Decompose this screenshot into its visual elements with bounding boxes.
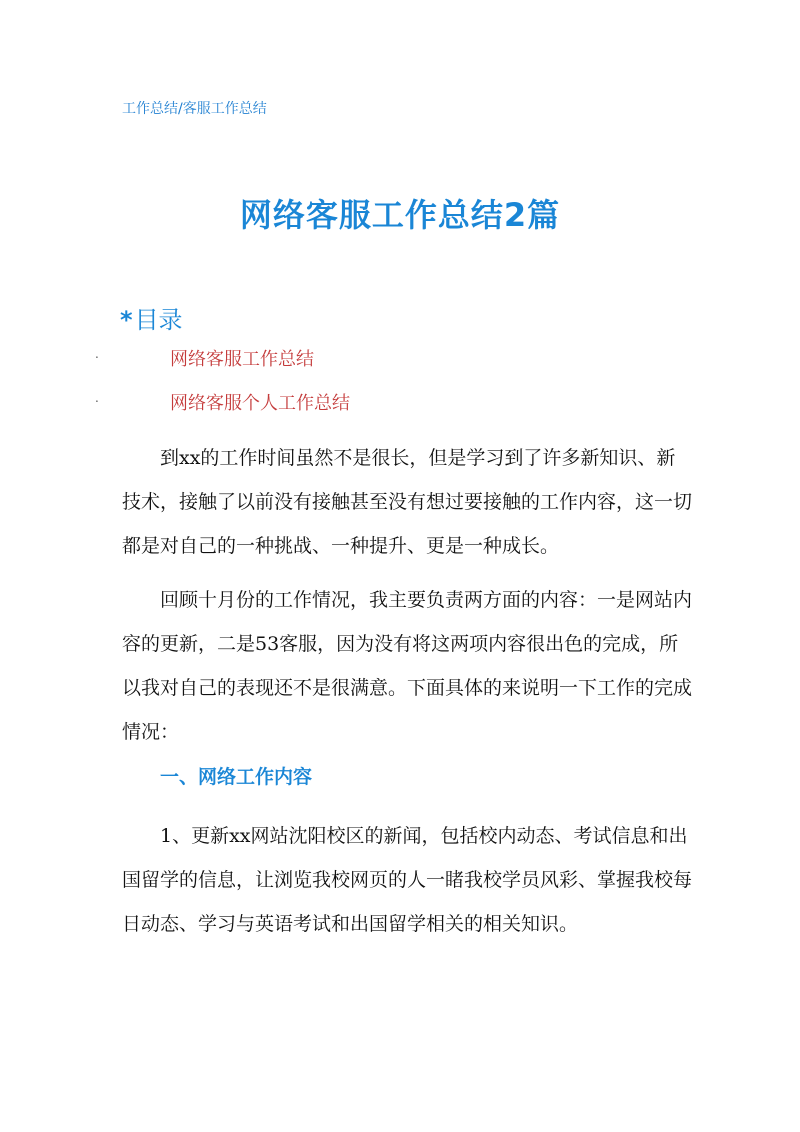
toc-heading (120, 300, 183, 335)
toc-heading-label: 目录 (134, 306, 183, 334)
paragraph-text: 1、更新xx网站沈阳校区的新闻，包括校内动态、考试信息和出国留学的信息，让浏览我校网页的人一睹我校学员风彩、掌握我校每日动态、学习与英语考试和出国留学相关的相关知识。 (122, 825, 693, 935)
section-heading: 一、网络工作内容 (160, 766, 313, 788)
breadcrumb[interactable]: 工作总结/客服工作总结 (122, 101, 267, 117)
paragraph-text: 到xx的工作时间虽然不是很长，但是学习到了许多新知识、新技术，接触了以前没有接触甚至没有想过要接触的工作内容，这一切都是对自己的一种挑战、一种提升、更是一种成长。 (122, 447, 693, 557)
paragraph-1 (122, 436, 692, 568)
toc-item-bullet: . (95, 347, 99, 361)
section-1-item-1 (122, 814, 692, 946)
page-title: 网络客服工作总结2篇 (239, 196, 561, 234)
toc-item-label[interactable]: 网络客服个人工作总结 (170, 393, 350, 414)
paragraph-2 (122, 578, 692, 754)
paragraph-text: 回顾十月份的工作情况，我主要负责两方面的内容：一是网站内容的更新，二是53客服，因为没有将这两项内容很出色的完成，所以我对自己的表现还不是很满意。下面具体的来说明一下工作的完成情况： (122, 589, 693, 743)
toc-star: * (120, 306, 133, 334)
toc-item-label[interactable]: 网络客服工作总结 (170, 349, 314, 370)
toc-item-bullet: . (95, 391, 99, 405)
